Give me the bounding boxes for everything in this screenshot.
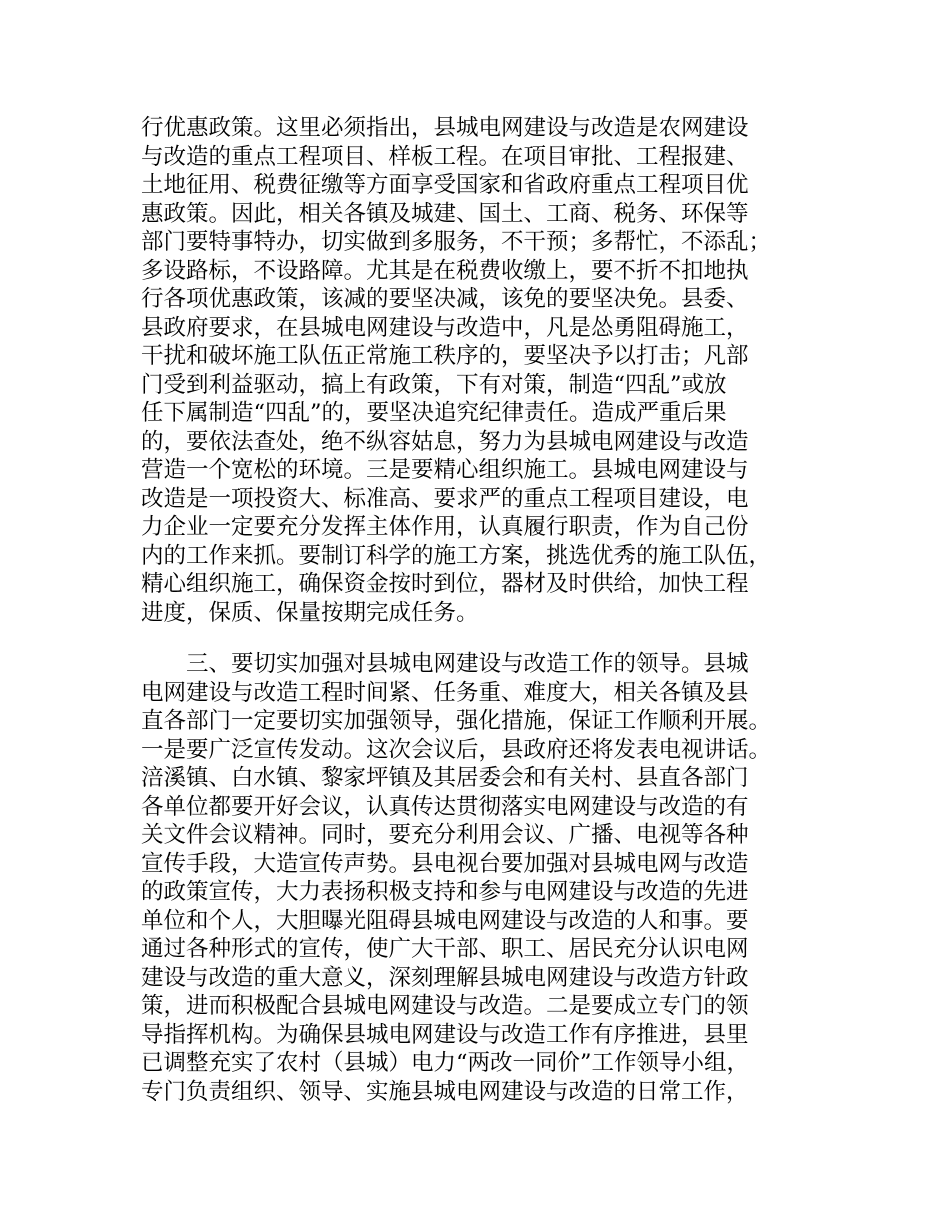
text-line: 策，进而积极配合县城电网建设与改造。二是要成立专门的领 [141,993,749,1019]
text-line: 行优惠政策。这里必须指出，县城电网建设与改造是农网建设 [141,115,749,141]
text-line: 一是要广泛宣传发动。这次会议后，县政府还将发表电视讲话。 [141,736,772,763]
text-line: 宣传手段，大造宣传声势。县电视台要加强对县城电网与改造 [141,850,749,877]
text-line: 导指挥机构。为确保县城电网建设与改造工作有序推进，县里 [141,1021,749,1048]
text-line: 单位和个人，大胆曝光阻碍县城电网建设与改造的人和事。要 [141,907,749,934]
paragraph-1 [141,114,821,627]
text-line: 行各项优惠政策，该减的要坚决减，该免的要坚决免。县委、 [141,286,749,312]
text-line: 营造一个宽松的环境。三是要精心组织施工。县城电网建设与 [141,457,749,483]
text-line: 专门负责组织、领导、实施县城电网建设与改造的日常工作， [141,1078,749,1105]
text-line: 惠政策。因此，相关各镇及城建、国土、工商、税务、环保等 [141,200,749,227]
text-line: 的，要依法查处，绝不纵容姑息，努力为县城电网建设与改造 [141,428,749,455]
text-line: 电网建设与改造工程时间紧、任务重、难度大，相关各镇及县 [141,679,749,706]
text-line: 精心组织施工，确保资金按时到位，器材及时供给，加快工程 [141,571,749,597]
text-line: 部门要特事特办，切实做到多服务，不干预；多帮忙，不添乱； [141,229,772,255]
text-line: 内的工作来抓。要制订科学的施工方案，挑选优秀的施工队伍， [141,542,772,569]
text-line: 三、要切实加强对县城电网建设与改造工作的领导。县城 [141,651,749,677]
text-line: 涪溪镇、白水镇、黎家坪镇及其居委会和有关村、县直各部门 [141,765,749,791]
text-line: 通过各种形式的宣传，使广大干部、职工、居民充分认识电网 [141,936,749,962]
text-line: 土地征用、税费征缴等方面享受国家和省政府重点工程项目优 [141,172,749,198]
text-line: 力企业一定要充分发挥主体作用，认真履行职责，作为自己份 [141,514,749,540]
text-line: 县政府要求，在县城电网建设与改造中，凡是怂勇阻碍施工， [141,314,749,341]
text-line: 干扰和破坏施工队伍正常施工秩序的，要坚决予以打击；凡部 [141,343,749,369]
text-line: 进度，保质、保量按期完成任务。 [141,599,479,626]
text-line: 门受到利益驱动，搞上有政策，下有对策，制造“四乱”或放 [141,371,727,398]
text-line: 直各部门一定要切实加强领导，强化措施，保证工作顺利开展。 [141,708,772,734]
text-line: 改造是一项投资大、标准高、要求严的重点工程项目建设，电 [141,485,749,512]
text-line: 建设与改造的重大意义，深刻理解县城电网建设与改造方针政 [141,964,749,991]
text-line: 任下属制造“四乱”的，要坚决追究纪律责任。造成严重后果 [141,400,727,426]
text-line: 关文件会议精神。同时，要充分利用会议、广播、电视等各种 [141,822,749,848]
paragraph-2 [141,650,821,1106]
text-line: 与改造的重点工程项目、样板工程。在项目审批、工程报建、 [141,143,749,170]
text-line: 各单位都要开好会议，认真传达贯彻落实电网建设与改造的有 [141,793,749,820]
text-line: 多设路标，不设路障。尤其是在税费收缴上，要不折不扣地执 [141,257,749,284]
text-line: 的政策宣传，大力表扬积极支持和参与电网建设与改造的先进 [141,879,749,905]
text-line: 已调整充实了农村（县城）电力“两改一同价”工作领导小组， [141,1050,750,1076]
